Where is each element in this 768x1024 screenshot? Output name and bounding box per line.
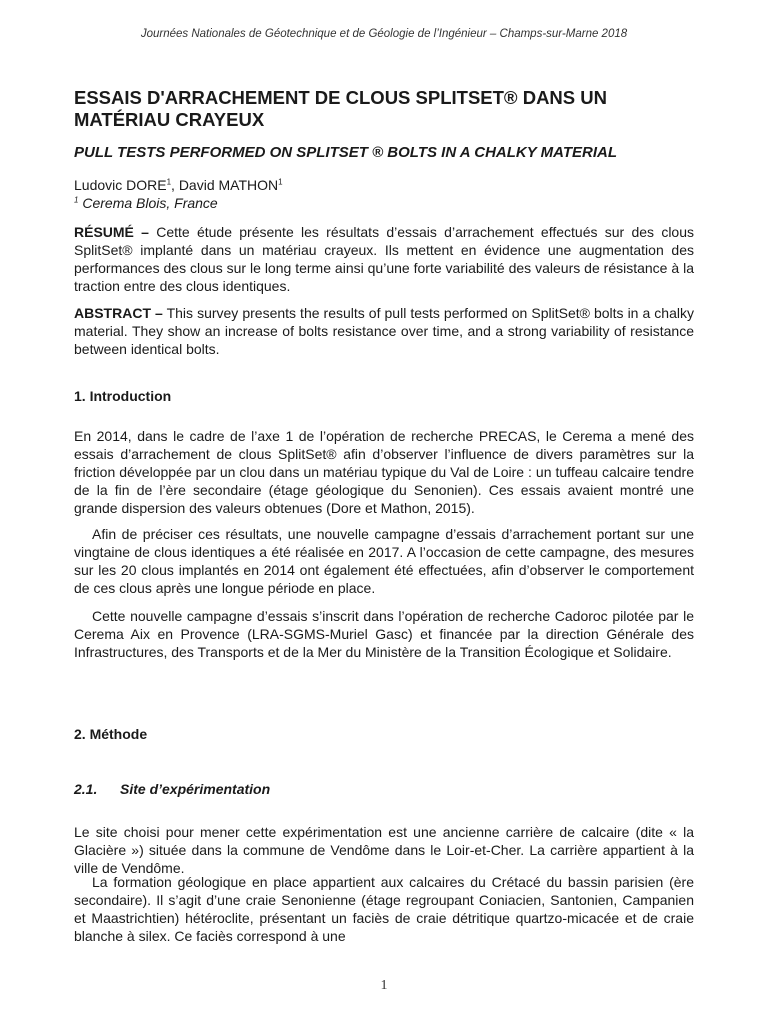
intro-paragraph-3: Cette nouvelle campagne d’essais s’inscrit dans l’opération de recherche Cadoroc pilotée par le Cerema Aix en Provence (LRA-SGMS-Muriel Gasc) et financée par la direction Générale des Infrastructures, des Transports et de la Mer du Ministère de la Transition Écologique et Solidaire. (74, 608, 694, 660)
subsection-heading (74, 781, 270, 797)
affiliation-line (74, 194, 218, 212)
affiliation-mark: 1 (166, 177, 172, 187)
paper-page (74, 0, 694, 1024)
abstract-label: ABSTRACT – (74, 305, 163, 321)
author-name: , David MATHON (171, 177, 279, 193)
affiliation-text: Cerema Blois, France (78, 195, 218, 211)
resume-text: Cette étude présente les résultats d’essais d’arrachement effectués sur des clous SplitSet® implanté dans un matériau crayeux. Ils mettent en évidence une augmentation des performances des clous sur le long terme ainsi qu’une forte variabilité des valeurs de résistance à la traction entre des clous identiques. (74, 224, 694, 294)
resume-label: RÉSUMÉ – (74, 224, 149, 240)
section-heading-introduction: 1. Introduction (74, 388, 172, 404)
resume-paragraph (74, 223, 694, 295)
intro-paragraph-2: Afin de préciser ces résultats, une nouvelle campagne d’essais d’arrachement portant sur une vingtaine de clous identiques a été réalisée en 2017. A l’occasion de cette campagne, des mesures sur les 20 clous implantés en 2014 ont également été effectuées, afin d’observer le comportement de ces clous après une longue période en place. (74, 526, 694, 596)
methode-paragraph-1: Le site choisi pour mener cette expérimentation est une ancienne carrière de calcaire (dite « la Glacière ») située dans la commune de Vendôme dans le Loir-et-Cher. La carrière appartient à la ville de Vendôme. (74, 824, 694, 876)
subsection-title: Site d’expérimentation (120, 781, 271, 797)
paper-subtitle: PULL TESTS PERFORMED ON SPLITSET ® BOLTS IN A CHALKY MATERIAL (74, 144, 618, 161)
intro-paragraph-1: En 2014, dans le cadre de l’axe 1 de l’opération de recherche PRECAS, le Cerema a mené des essais d’arrachement de clous SplitSet® afin d’observer l’influence de divers paramètres sur la friction développée par un clou dans un matériau typique du Val de Loire : un tuffeau calcaire tendre de la fin de l’ère secondaire (étage géologique du Senonien). Ces essais avaient montré une grande dispersion des valeurs obtenues (Dore et Mathon, 2015). (74, 428, 694, 516)
methode-paragraph-2: La formation géologique en place appartient aux calcaires du Crétacé du bassin parisien (ère secondaire). Il s’agit d’une craie Senonienne (étage regroupant Coniacien, Santonien, Campanien et Maastrichtien) hétéroclite, présentant un faciès de craie détritique quartzo-micacée et de craie blanche à silex. Ce faciès correspond à une (74, 874, 694, 944)
abstract-text: This survey presents the results of pull tests performed on SplitSet® bolts in a chalky material. They show an increase of bolts resistance over time, and a strong variability of resistance between identical bolts. (74, 305, 694, 357)
author-name: Ludovic DORE (74, 177, 167, 193)
paper-title: ESSAIS D'ARRACHEMENT DE CLOUS SPLITSET® DANS UN MATÉRIAU CRAYEUX (74, 87, 607, 130)
page-number: 1 (380, 978, 388, 993)
subsection-number: 2.1. (74, 781, 98, 797)
abstract-paragraph (74, 304, 694, 358)
section-heading-methode: 2. Méthode (74, 726, 148, 742)
author-line (74, 176, 283, 194)
affiliation-mark: 1 (278, 177, 283, 187)
running-header: Journées Nationales de Géotechnique et de Géologie de l’Ingénieur – Champs-sur-Marne 2018 (140, 28, 628, 40)
affiliation-mark: 1 (74, 195, 79, 205)
